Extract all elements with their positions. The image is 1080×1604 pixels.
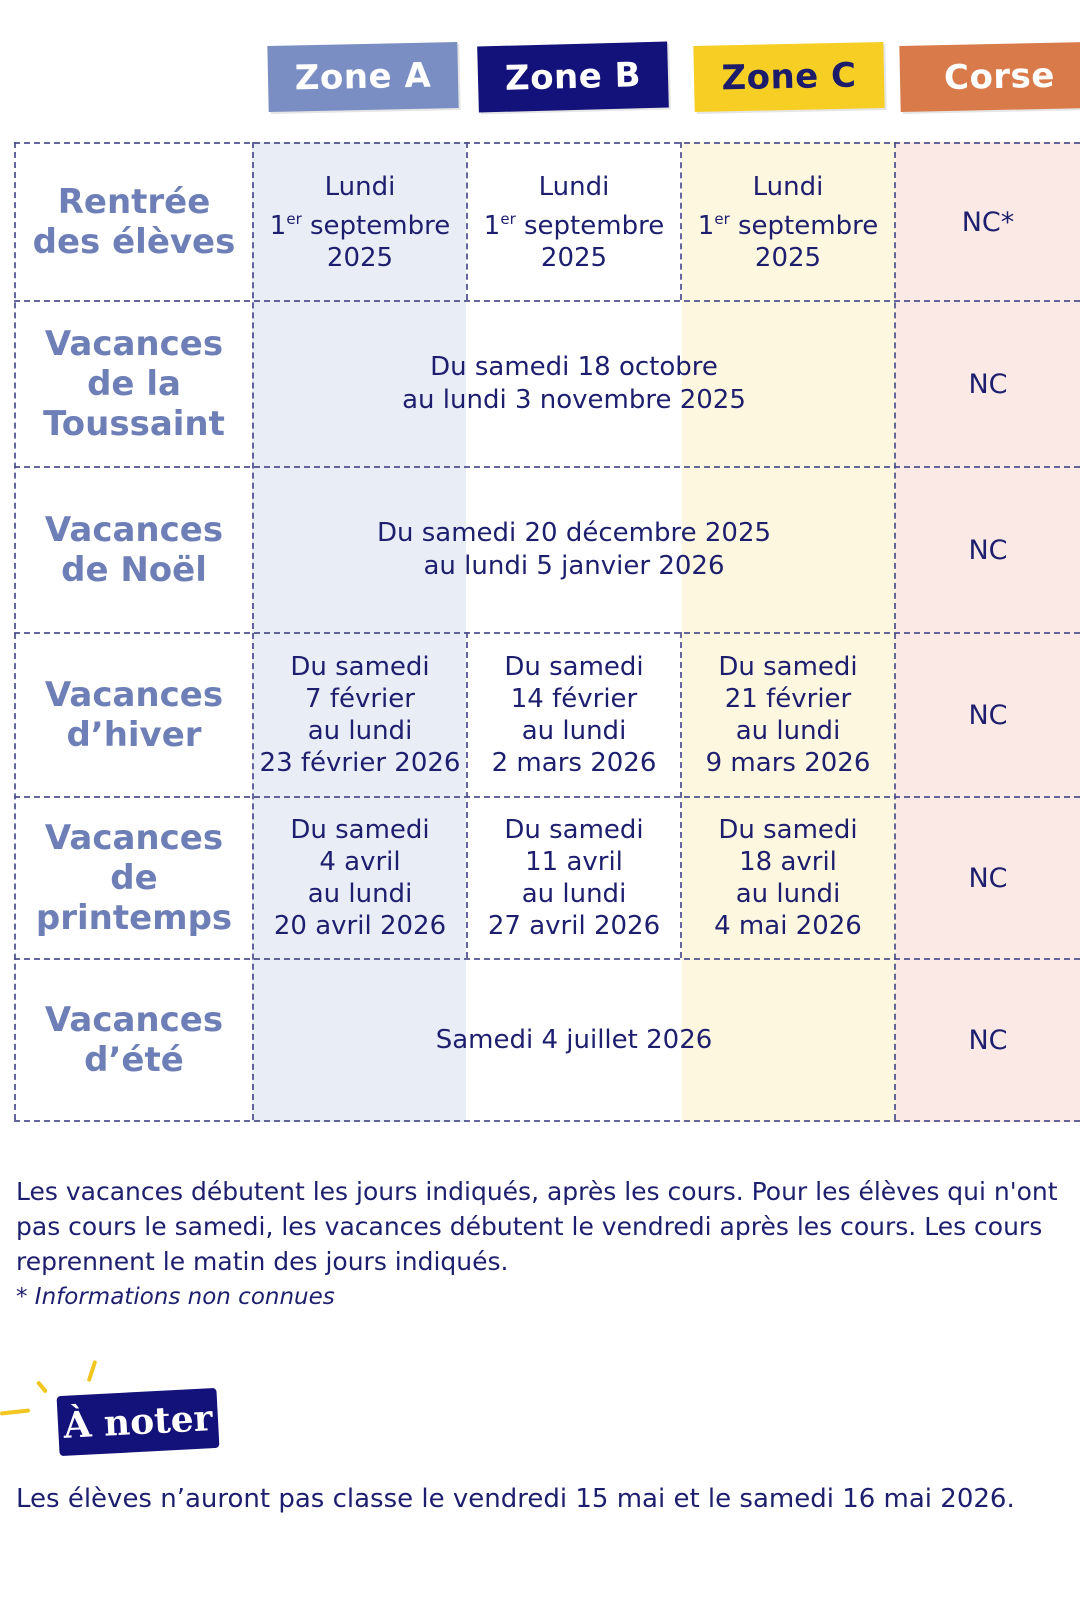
cell-noel-all-zones xyxy=(254,468,894,632)
cell-line: 9 mars 2026 xyxy=(705,748,871,778)
corse-header: Corse xyxy=(899,42,1080,112)
cell-line xyxy=(698,203,878,242)
a-noter-badge: À noter xyxy=(57,1388,220,1456)
cell-rentree-zone-b xyxy=(468,144,680,300)
row-label-hiver xyxy=(16,634,252,796)
cell-rentree-zone-c xyxy=(682,144,894,300)
a-noter-text: Les élèves n’auront pas classe le vendredi 15 mai et le samedi 16 mai 2026. xyxy=(16,1484,1015,1514)
cell-hiver-zone-c xyxy=(682,634,894,796)
cell-line: Du samedi xyxy=(718,652,858,682)
row-label-line: Vacances xyxy=(44,1000,224,1040)
cell-line: au lundi xyxy=(521,879,627,909)
accent-stroke xyxy=(36,1380,48,1393)
cell-line: Du samedi xyxy=(504,815,644,845)
cell-line: 2025 xyxy=(540,242,608,273)
cell-line: 20 avril 2026 xyxy=(273,911,447,941)
row-label-line: de la xyxy=(87,364,181,404)
cell-line: Lundi xyxy=(752,171,824,202)
row-label-rentree xyxy=(16,144,252,300)
cell-line: 21 février xyxy=(724,684,852,714)
zone-b-header: Zone B xyxy=(477,42,669,113)
cell-ete-corse: NC xyxy=(968,1024,1008,1056)
footnote-text: Les vacances débutent les jours indiqués, après les cours. Pour les élèves qui n'ont pas cours le samedi, les vacances débutent le vendredi après les cours. Les cours reprennent le matin des jours indiqués. xyxy=(16,1177,1058,1276)
cell-line: 18 avril xyxy=(739,847,837,877)
cell-text: septembre xyxy=(738,210,879,241)
cell-printemps-corse: NC xyxy=(968,862,1008,894)
row-label-line: Vacances xyxy=(44,818,224,858)
ordinal-number: 1 xyxy=(697,210,715,241)
row-label-line: des élèves xyxy=(32,222,236,262)
row-label-line: Toussaint xyxy=(43,404,225,444)
row-label-ete xyxy=(16,960,252,1120)
cell-hiver-zone-a xyxy=(254,634,466,796)
cell-line: 2025 xyxy=(754,242,822,273)
cell-line xyxy=(484,203,664,242)
asterisk-note: * Informations non connues xyxy=(16,1284,335,1310)
ordinal-suffix: er xyxy=(714,209,730,228)
cell-toussaint-corse: NC xyxy=(968,368,1008,400)
row-label-line: d’hiver xyxy=(66,715,202,755)
ordinal-number: 1 xyxy=(483,210,501,241)
cell-line: au lundi xyxy=(307,716,413,746)
cell-line: Du samedi xyxy=(290,815,430,845)
cell-text: septembre xyxy=(524,210,665,241)
ordinal-suffix: er xyxy=(500,209,516,228)
cell-line: au lundi 3 novembre 2025 xyxy=(402,385,746,415)
cell-line: Samedi 4 juillet 2026 xyxy=(435,1024,713,1055)
zone-a-header: Zone A xyxy=(267,42,458,112)
cell-rentree-corse: NC* xyxy=(961,206,1015,238)
cell-line: 2 mars 2026 xyxy=(491,748,657,778)
cell-line: au lundi xyxy=(307,879,413,909)
cell-line: Du samedi xyxy=(718,815,858,845)
cell-printemps-zone-c xyxy=(682,798,894,958)
cell-printemps-zone-a xyxy=(254,798,466,958)
cell-ete-all-zones xyxy=(254,960,894,1120)
cell-line: Du samedi xyxy=(290,652,430,682)
cell-line: 14 février xyxy=(510,684,638,714)
cell-line: 11 avril xyxy=(525,847,623,877)
cell-line: 23 février 2026 xyxy=(259,748,461,778)
cell-line: au lundi xyxy=(735,879,841,909)
cell-line: Lundi xyxy=(538,171,610,202)
row-label-line: Vacances xyxy=(44,324,224,364)
cell-printemps-zone-b xyxy=(468,798,680,958)
row-label-line: Vacances xyxy=(44,675,224,715)
cell-hiver-corse: NC xyxy=(968,699,1008,731)
cell-line: au lundi 5 janvier 2026 xyxy=(423,551,725,581)
cell-rentree-zone-a xyxy=(254,144,466,300)
cell-line: 4 avril xyxy=(319,847,401,877)
cell-line: au lundi xyxy=(735,716,841,746)
row-label-line: d’été xyxy=(84,1040,184,1080)
cell-noel-corse: NC xyxy=(968,534,1008,566)
cell-line: 27 avril 2026 xyxy=(487,911,661,941)
row-label-line: de Noël xyxy=(61,550,207,590)
row-label-noel xyxy=(16,468,252,632)
accent-stroke xyxy=(0,1408,30,1415)
cell-line: Du samedi 20 décembre 2025 xyxy=(376,518,772,548)
cell-hiver-zone-b xyxy=(468,634,680,796)
grid-line xyxy=(14,1120,1080,1122)
cell-line xyxy=(270,203,450,242)
row-label-line: Vacances xyxy=(44,510,224,550)
row-label-printemps xyxy=(16,798,252,958)
row-label-line: Rentrée xyxy=(57,182,211,222)
row-label-line: de xyxy=(110,858,158,898)
cell-line: Lundi xyxy=(324,171,396,202)
cell-line: au lundi xyxy=(521,716,627,746)
cell-text: septembre xyxy=(310,210,451,241)
accent-stroke xyxy=(87,1360,98,1382)
ordinal-number: 1 xyxy=(269,210,287,241)
cell-line: Du samedi 18 octobre xyxy=(430,352,718,382)
cell-line: 2025 xyxy=(326,242,394,273)
ordinal-suffix: er xyxy=(286,209,302,228)
cell-line: 7 février xyxy=(305,684,415,714)
row-label-line: printemps xyxy=(35,898,233,938)
zone-c-header: Zone C xyxy=(693,42,884,112)
row-label-toussaint xyxy=(16,302,252,466)
cell-line: Du samedi xyxy=(504,652,644,682)
cell-line: 4 mai 2026 xyxy=(714,911,862,941)
cell-toussaint-all-zones xyxy=(254,302,894,466)
